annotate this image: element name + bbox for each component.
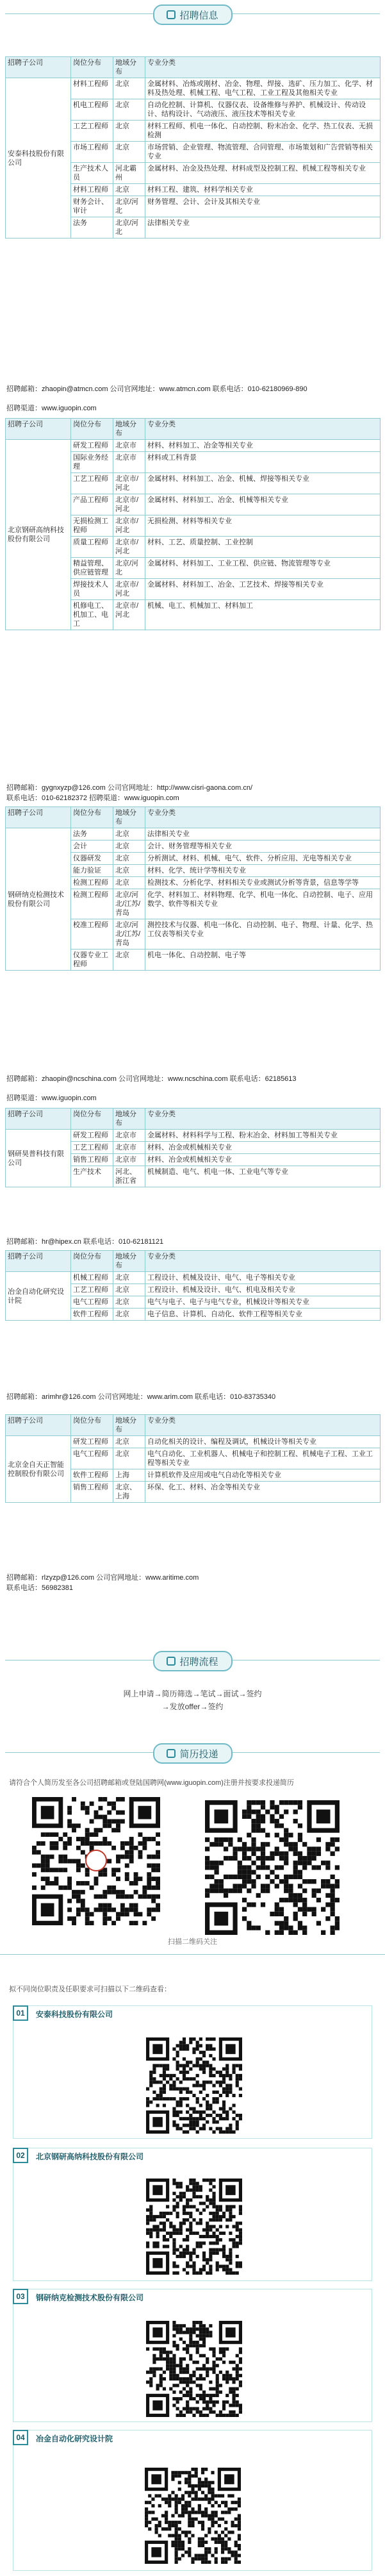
recruit-table-6 bbox=[5, 1414, 381, 1503]
position-cell: 国际业务经理 bbox=[71, 452, 113, 473]
company-name: 冶金自动化研究设计院 bbox=[6, 1272, 71, 1321]
major-cell: 计算机软件及应用或电气自动化等相关专业 bbox=[145, 1469, 381, 1482]
recruit-table-2 bbox=[5, 418, 381, 630]
location-cell: 北京市 bbox=[113, 1154, 145, 1166]
delivery-intro: 请符合个人简历发至各公司招聘邮箱或登陆国聘网(www.iguopin.com)注册并按要求投递简历 bbox=[9, 1779, 294, 1787]
major-cell: 自动化控制、计算机、仪器仪表、设备维修与养护、机械设计、传动设计、结构设计、气动液压、液压技术等相关专业 bbox=[145, 99, 381, 121]
company-name: 北京金自天正智能控制股份有限公司 bbox=[6, 1436, 71, 1503]
location-cell: 北京/河北 bbox=[113, 217, 145, 238]
channel-info: 招聘渠道：www.iguopin.com bbox=[6, 1094, 97, 1102]
location-cell: 北京市 bbox=[113, 452, 145, 473]
major-cell: 工程设计、机械及设计、电气、电子等相关专业 bbox=[145, 1272, 381, 1284]
header-location: 地域分布 bbox=[113, 807, 145, 828]
position-cell: 法务 bbox=[71, 828, 113, 841]
location-cell: 北京市/河北 bbox=[113, 537, 145, 558]
major-cell: 环保、化工、材料、冶金等相关专业 bbox=[145, 1482, 381, 1503]
location-cell: 北京市/河北 bbox=[113, 600, 145, 630]
position-cell: 产品工程师 bbox=[71, 494, 113, 515]
location-cell: 北京/河北 bbox=[113, 558, 145, 579]
contact-info: 招聘邮箱：rlzyzp@126.com 公司官网地址：www.aritime.com bbox=[6, 1574, 199, 1582]
major-cell: 检测技术、分析化学、材料相关专业或测试分析等背景，信息等学等 bbox=[145, 877, 381, 889]
major-cell: 分析测试、材料、机械、电气、软件、分析应用、光电等相关专业 bbox=[145, 853, 381, 865]
header-company: 招聘子公司 bbox=[6, 1415, 71, 1436]
company-qr-code bbox=[146, 2179, 242, 2275]
recruit-table-5 bbox=[5, 1250, 381, 1321]
location-cell: 北京 bbox=[113, 1309, 145, 1321]
position-cell: 工艺工程师 bbox=[71, 1284, 113, 1296]
location-cell: 北京/河北/江苏/青岛 bbox=[113, 919, 145, 949]
position-cell: 电气工程师 bbox=[71, 1448, 113, 1469]
position-cell: 检测工程师 bbox=[71, 889, 113, 919]
location-cell: 北京/河北/江苏/青岛 bbox=[113, 889, 145, 919]
contact-info: 招聘邮箱：arimhr@126.com 公司官网地址：www.arim.com 联系电话：010-83735340 bbox=[6, 1393, 276, 1401]
location-cell: 北京 bbox=[113, 828, 145, 841]
section-title: 招聘信息 bbox=[179, 10, 218, 21]
header-location: 地域分布 bbox=[113, 1415, 145, 1436]
recruit-table-1 bbox=[5, 56, 381, 238]
header-major: 专业分类 bbox=[145, 419, 381, 440]
location-cell: 北京、上海 bbox=[113, 1482, 145, 1503]
table-row bbox=[6, 440, 381, 452]
position-cell: 材料工程师 bbox=[71, 78, 113, 99]
section-pill bbox=[153, 1651, 233, 1671]
location-cell: 北京 bbox=[113, 142, 145, 163]
location-cell: 北京市 bbox=[113, 1142, 145, 1154]
major-cell: 工程设计、机械及设计、电气、机电及相关专业 bbox=[145, 1284, 381, 1296]
header-company: 招聘子公司 bbox=[6, 419, 71, 440]
major-cell: 测控技术与仪器、机电一体化、自动控制、电子、物理、计量、化学、热工仪表等相关专业 bbox=[145, 919, 381, 949]
position-cell: 校准工程师 bbox=[71, 919, 113, 949]
company-qr-code bbox=[146, 2037, 242, 2134]
qr-code-right bbox=[199, 1800, 346, 1935]
position-cell: 法务 bbox=[71, 217, 113, 238]
table-row bbox=[6, 1436, 381, 1448]
major-cell: 机械、电工、机械加工、材料加工 bbox=[145, 600, 381, 630]
company-card-name: 冶金自动化研究设计院 bbox=[36, 2434, 113, 2443]
table-row bbox=[6, 78, 381, 99]
position-cell: 材料工程师 bbox=[71, 184, 113, 196]
header-position: 岗位分布 bbox=[71, 1415, 113, 1436]
section-delivery bbox=[0, 1739, 385, 1767]
position-cell: 机修电工、机加工、电工 bbox=[71, 600, 113, 630]
header-major: 专业分类 bbox=[145, 1415, 381, 1436]
major-cell: 金属材料、材料加工、工业工程、供应链、物流管理等专业 bbox=[145, 558, 381, 579]
header-major: 专业分类 bbox=[145, 1251, 381, 1272]
location-cell: 北京 bbox=[113, 1296, 145, 1309]
major-cell: 电子信息、计算机、自动化、软件工程等相关专业 bbox=[145, 1309, 381, 1321]
location-cell: 北京市/河北 bbox=[113, 473, 145, 494]
location-cell: 北京 bbox=[113, 121, 145, 142]
position-cell: 研发工程师 bbox=[71, 1130, 113, 1142]
table-header-row bbox=[6, 807, 381, 828]
major-cell: 市场营销、企业管理、物流管理、合同管理、市场策划和广告营销等相关专业 bbox=[145, 142, 381, 163]
major-cell: 金属材料、材料加工、冶金、机械、焊接等相关专业 bbox=[145, 473, 381, 494]
company-name: 北京钢研高纳科技股份有限公司 bbox=[6, 440, 71, 630]
position-cell: 财务会计、审计 bbox=[71, 196, 113, 217]
major-cell: 材料、冶金或机械相关专业 bbox=[145, 1154, 381, 1166]
process-line-2: →发放offer→签约 bbox=[161, 1702, 224, 1711]
table-row bbox=[6, 1272, 381, 1284]
location-cell: 北京市/河北 bbox=[113, 579, 145, 600]
position-cell: 电气工程师 bbox=[71, 1296, 113, 1309]
location-cell: 河北霸州 bbox=[113, 163, 145, 184]
major-cell: 材料或工科背景 bbox=[145, 452, 381, 473]
location-cell: 上海 bbox=[113, 1469, 145, 1482]
header-position: 岗位分布 bbox=[71, 57, 113, 78]
table-header-row bbox=[6, 1251, 381, 1272]
major-cell: 法律相关专业 bbox=[145, 828, 381, 841]
position-cell: 无损检测工程师 bbox=[71, 515, 113, 537]
position-cell: 会计 bbox=[71, 841, 113, 853]
document-icon bbox=[167, 10, 176, 19]
header-major: 专业分类 bbox=[145, 807, 381, 828]
position-cell: 质量工程师 bbox=[71, 537, 113, 558]
position-cell: 仪器研发 bbox=[71, 853, 113, 865]
position-cell: 工艺工程师 bbox=[71, 473, 113, 494]
major-cell: 材料工程师、机电一体化、自动控制、粉末冶金、化学、热工仪表、无损检测 bbox=[145, 121, 381, 142]
contact-info-2: 联系电话：010-62182372 招聘渠道：www.iguopin.com bbox=[6, 794, 179, 802]
location-cell: 北京 bbox=[113, 1272, 145, 1284]
major-cell: 材料、工艺、质量控制、工业控制 bbox=[145, 537, 381, 558]
location-cell: 北京市/河北 bbox=[113, 494, 145, 515]
position-cell: 销售工程师 bbox=[71, 1154, 113, 1166]
position-cell: 软件工程师 bbox=[71, 1309, 113, 1321]
location-cell: 北京 bbox=[113, 78, 145, 99]
major-cell: 材料、冶金或机械相关专业 bbox=[145, 1142, 381, 1154]
company-name: 安泰科技股份有限公司 bbox=[6, 78, 71, 238]
major-cell: 材料、化学、统计学等相关专业 bbox=[145, 865, 381, 877]
position-cell: 工艺工程师 bbox=[71, 121, 113, 142]
company-number: 01 bbox=[13, 2005, 28, 2021]
qr-note: 扫描二维码关注 bbox=[168, 1938, 217, 1946]
location-cell: 北京 bbox=[113, 184, 145, 196]
header-company: 招聘子公司 bbox=[6, 1108, 71, 1130]
header-location: 地域分布 bbox=[113, 57, 145, 78]
recruit-table-3 bbox=[5, 807, 381, 971]
location-cell: 北京 bbox=[113, 1436, 145, 1448]
table-header-row bbox=[6, 419, 381, 440]
major-cell: 金属材料、材料科学与工程、粉末冶金、材料加工等相关专业 bbox=[145, 1130, 381, 1142]
location-cell: 北京 bbox=[113, 1284, 145, 1296]
major-cell: 材料工程、建筑、材料学相关专业 bbox=[145, 184, 381, 196]
table-header-row bbox=[6, 1108, 381, 1130]
position-cell: 软件工程师 bbox=[71, 1469, 113, 1482]
major-cell: 金属材料、冶炼或刚材、冶金、物理、焊接、选矿、压力加工、化学、材料及热处理、机械工程、电气工程、工业工程及其他相关专业 bbox=[145, 78, 381, 99]
table-row bbox=[6, 828, 381, 841]
section-title: 招聘流程 bbox=[179, 1656, 218, 1668]
position-cell: 市场工程师 bbox=[71, 142, 113, 163]
major-cell: 财务管理、会计、会计及其相关专业 bbox=[145, 196, 381, 217]
section-title: 简历投递 bbox=[179, 1748, 218, 1760]
company-qr-code bbox=[145, 2466, 241, 2566]
header-company: 招聘子公司 bbox=[6, 807, 71, 828]
company-number: 04 bbox=[13, 2430, 28, 2445]
header-position: 岗位分布 bbox=[71, 419, 113, 440]
location-cell: 北京 bbox=[113, 1448, 145, 1469]
location-cell: 北京市 bbox=[113, 1130, 145, 1142]
position-cell: 精益管理、供应链管理 bbox=[71, 558, 113, 579]
contact-info: 招聘邮箱：zhaopin@ncschina.com 公司官网地址：www.ncschina.com 联系电话：62185613 bbox=[6, 1075, 297, 1083]
major-cell: 机电一体化、自动控制、电子等 bbox=[145, 949, 381, 971]
position-cell: 研发工程师 bbox=[71, 1436, 113, 1448]
header-location: 地域分布 bbox=[113, 419, 145, 440]
major-cell: 机械制造、电气、机电一体、工业电气等专业 bbox=[145, 1166, 381, 1187]
position-cell: 机电工程师 bbox=[71, 99, 113, 121]
header-major: 专业分类 bbox=[145, 57, 381, 78]
major-cell: 电气自动化、工业机器人、机械电子和控制工程、机械电子工程、工业工程等相关专业 bbox=[145, 1448, 381, 1469]
position-cell: 销售工程师 bbox=[71, 1482, 113, 1503]
document-icon bbox=[167, 1749, 176, 1758]
recruit-table-4 bbox=[5, 1108, 381, 1187]
header-location: 地域分布 bbox=[113, 1108, 145, 1130]
company-qr-code bbox=[146, 2321, 242, 2417]
company-card-name: 北京钢研高纳科技股份有限公司 bbox=[36, 2152, 144, 2161]
major-cell: 无损检测、材料等相关专业 bbox=[145, 515, 381, 537]
major-cell: 自动化相关的设计、编程及调试，机械设计等相关专业 bbox=[145, 1436, 381, 1448]
header-position: 岗位分布 bbox=[71, 1251, 113, 1272]
channel-info: 招聘渠道：www.iguopin.com bbox=[6, 405, 97, 412]
location-cell: 北京市 bbox=[113, 440, 145, 452]
section-process bbox=[0, 1646, 385, 1675]
location-cell: 北京/河北 bbox=[113, 196, 145, 217]
major-cell: 会计、财务管理等相关专业 bbox=[145, 841, 381, 853]
location-cell: 北京 bbox=[113, 99, 145, 121]
position-cell: 生产技术 bbox=[71, 1166, 113, 1187]
table-row bbox=[6, 1130, 381, 1142]
section-pill bbox=[153, 4, 233, 25]
contact-info: 招聘邮箱：zhaopin@atmcn.com 公司官网地址：www.atmcn.com 联系电话：010-62180969-890 bbox=[6, 385, 307, 393]
position-cell: 能力验证 bbox=[71, 865, 113, 877]
table-header-row bbox=[6, 1415, 381, 1436]
major-cell: 电气与电子、电子与电气专业，机械设计等相关专业 bbox=[145, 1296, 381, 1309]
position-cell: 检测工程师 bbox=[71, 877, 113, 889]
header-location: 地域分布 bbox=[113, 1251, 145, 1272]
table-header-row bbox=[6, 57, 381, 78]
major-cell: 金属材料、材料加工、冶金、工艺技术、焊接等相关专业 bbox=[145, 579, 381, 600]
company-card-name: 安泰科技股份有限公司 bbox=[36, 2010, 113, 2019]
major-cell: 金属材料、冶金及热处理、材料成型及控制工程、机械工程等相关专业 bbox=[145, 163, 381, 184]
position-cell: 工艺工程师 bbox=[71, 1142, 113, 1154]
location-cell: 北京 bbox=[113, 877, 145, 889]
contact-info: 招聘邮箱：gygnxyzp@126.com 公司官网地址：http://www.cisri-gaona.com.cn/ bbox=[6, 784, 253, 792]
company-card-name: 钢研纳克检测技术股份有限公司 bbox=[36, 2293, 144, 2302]
location-cell: 北京 bbox=[113, 865, 145, 877]
major-cell: 材料、材料加工、冶金等相关专业 bbox=[145, 440, 381, 452]
major-cell: 金属材料、材料加工、冶金、机械等相关专业 bbox=[145, 494, 381, 515]
divider bbox=[0, 1954, 385, 1955]
position-cell: 焊接技术人员 bbox=[71, 579, 113, 600]
header-major: 专业分类 bbox=[145, 1108, 381, 1130]
document-icon bbox=[167, 1657, 176, 1666]
position-cell: 仪器专业工程师 bbox=[71, 949, 113, 971]
position-cell: 生产技术人员 bbox=[71, 163, 113, 184]
location-cell: 北京 bbox=[113, 841, 145, 853]
position-cell: 研发工程师 bbox=[71, 440, 113, 452]
location-cell: 北京 bbox=[113, 949, 145, 971]
company-number: 03 bbox=[13, 2289, 28, 2304]
contact-info-2: 联系电话：56982381 bbox=[6, 1584, 73, 1592]
process-line-1: 网上申请→简历筛选→笔试→面试→签约 bbox=[123, 1689, 262, 1698]
major-cell: 法律相关专业 bbox=[145, 217, 381, 238]
company-number: 02 bbox=[13, 2148, 28, 2163]
section-pill bbox=[153, 1743, 233, 1764]
scan-intro: 拟不同岗位职责及任职要求可扫描以下二维码查看： bbox=[9, 1986, 171, 1993]
company-name: 钢研纳克检测技术股份有限公司 bbox=[6, 828, 71, 971]
company-name: 钢研昊普科技有限公司 bbox=[6, 1130, 71, 1187]
location-cell: 河北、浙江省 bbox=[113, 1166, 145, 1187]
contact-info: 招聘邮箱：hr@hipex.cn 联系电话：010-62181121 bbox=[6, 1238, 164, 1246]
header-company: 招聘子公司 bbox=[6, 57, 71, 78]
major-cell: 化学、材料加工、材料物理、化学、机电一体化、自动控制、电子、应用数学、软件等相关专业 bbox=[145, 889, 381, 919]
logo-badge bbox=[85, 1850, 107, 1871]
header-position: 岗位分布 bbox=[71, 807, 113, 828]
position-cell: 机械工程师 bbox=[71, 1272, 113, 1284]
header-position: 岗位分布 bbox=[71, 1108, 113, 1130]
section-recruit-info bbox=[0, 0, 385, 28]
location-cell: 北京市/河北 bbox=[113, 515, 145, 537]
location-cell: 北京 bbox=[113, 853, 145, 865]
header-company: 招聘子公司 bbox=[6, 1251, 71, 1272]
